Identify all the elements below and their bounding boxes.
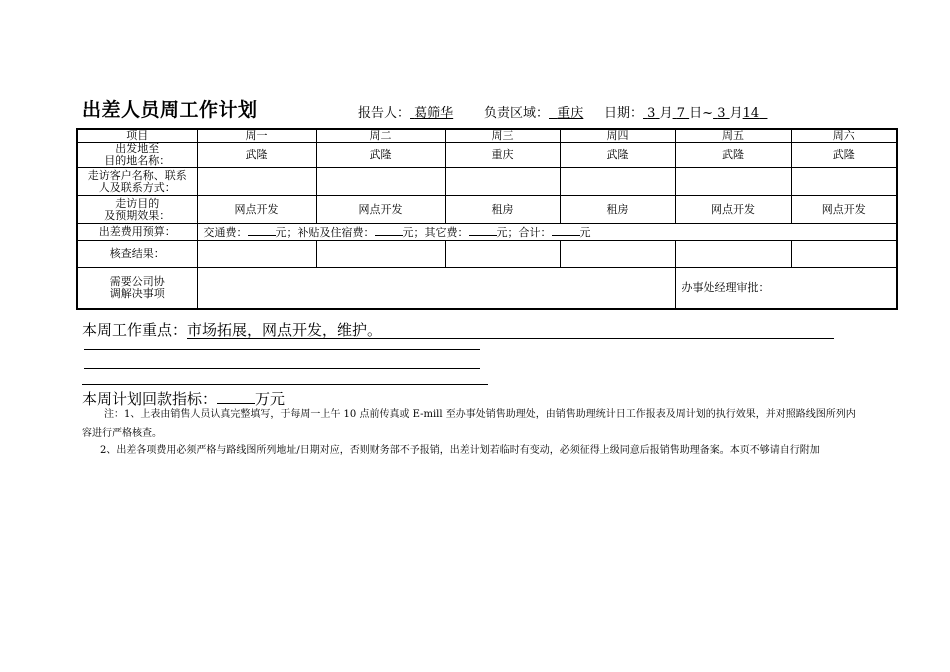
month-char-2: 月 xyxy=(729,106,743,121)
transport-input[interactable] xyxy=(248,225,276,236)
row-label-client: 走访客户名称、联系 人及联系方式： xyxy=(77,168,197,196)
date-field xyxy=(604,102,767,121)
focus-line-4[interactable] xyxy=(82,384,488,385)
date-start-day[interactable]: 7 xyxy=(676,106,686,121)
destination-sat[interactable]: 武隆 xyxy=(791,143,897,168)
date-end-month[interactable]: 3 xyxy=(717,106,726,121)
check-tue[interactable] xyxy=(316,241,445,268)
purpose-tue[interactable]: 网点开发 xyxy=(316,196,445,224)
row-label-issues: 需要公司协 调解决事项 xyxy=(77,268,197,309)
header-thu: 周四 xyxy=(560,129,675,143)
purpose-sat[interactable]: 网点开发 xyxy=(791,196,897,224)
note-2: 2、出差各项费用必须严格与路线图所列地址/日期对应，否则财务部不予报销，出差计划若临时有变动，必须征得上级同意后报销售助理备案。本页不够请自行附加 xyxy=(100,445,820,456)
table-header-row xyxy=(77,129,897,143)
client-fri[interactable] xyxy=(675,168,791,196)
day-tilde: 日~ xyxy=(689,106,714,121)
weekly-plan-table xyxy=(76,128,898,310)
table-row xyxy=(77,143,897,168)
check-fri[interactable] xyxy=(675,241,791,268)
destination-fri[interactable]: 武隆 xyxy=(675,143,791,168)
check-wed[interactable] xyxy=(445,241,560,268)
purpose-thu[interactable]: 租房 xyxy=(560,196,675,224)
region-value[interactable]: 重庆 xyxy=(557,106,584,121)
check-mon[interactable] xyxy=(197,241,316,268)
total-label: 元；合计： xyxy=(496,226,552,239)
other-label: 元；其它费： xyxy=(402,226,469,239)
date-label: 日期： xyxy=(604,106,644,121)
region-label: 负责区域： xyxy=(484,106,550,121)
row-label-budget: 出差费用预算： xyxy=(77,224,197,241)
reporter-value[interactable]: 葛筛华 xyxy=(414,106,454,121)
header-item: 项目 xyxy=(77,129,197,143)
reporter-label: 报告人： xyxy=(358,106,411,121)
destination-thu[interactable]: 武隆 xyxy=(560,143,675,168)
approval-cell[interactable]: 办事处经理审批： xyxy=(675,268,897,309)
client-mon[interactable] xyxy=(197,168,316,196)
destination-mon[interactable]: 武隆 xyxy=(197,143,316,168)
check-sat[interactable] xyxy=(791,241,897,268)
table-row xyxy=(77,241,897,268)
header-fri: 周五 xyxy=(675,129,791,143)
header-tue: 周二 xyxy=(316,129,445,143)
issues-input[interactable] xyxy=(197,268,675,309)
focus-line-2[interactable] xyxy=(84,349,480,350)
table-row xyxy=(77,268,897,309)
target-label: 本周计划回款指标： xyxy=(82,390,218,408)
table-row xyxy=(77,168,897,196)
client-wed[interactable] xyxy=(445,168,560,196)
client-tue[interactable] xyxy=(316,168,445,196)
transport-label: 交通费： xyxy=(203,226,248,239)
client-thu[interactable] xyxy=(560,168,675,196)
region-field xyxy=(484,102,601,121)
table-row xyxy=(77,224,897,241)
focus-line-3[interactable] xyxy=(84,368,480,369)
header-wed: 周三 xyxy=(445,129,560,143)
target-unit: 万元 xyxy=(255,390,286,408)
other-input[interactable] xyxy=(469,225,497,236)
header-mon: 周一 xyxy=(197,129,316,143)
destination-wed[interactable]: 重庆 xyxy=(445,143,560,168)
client-sat[interactable] xyxy=(791,168,897,196)
allowance-input[interactable] xyxy=(375,225,403,236)
focus-value[interactable]: 市场拓展，网点开发，维护。 xyxy=(187,322,834,339)
yuan-unit: 元 xyxy=(579,226,591,239)
note-1: 注：1、上表由销售人员认真完整填写，于每周一上午 10 点前传真或 E-mill 至办事处销售助理处，由销售助理统计日工作报表及周计划的执行效果，并对照路线图所列内容进行严格核查。 xyxy=(82,409,856,439)
focus-label: 本周工作重点： xyxy=(82,321,188,339)
date-end-day[interactable]: 14 xyxy=(742,106,760,121)
date-start-month[interactable]: 3 xyxy=(647,106,656,121)
weekly-focus xyxy=(82,319,834,340)
table-row xyxy=(77,196,897,224)
reporter-field xyxy=(358,102,474,121)
page-title: 出差人员周工作计划 xyxy=(82,99,258,121)
row-label-check: 核查结果： xyxy=(77,241,197,268)
month-char: 月 xyxy=(659,106,673,121)
purpose-fri[interactable]: 网点开发 xyxy=(675,196,791,224)
header-sat: 周六 xyxy=(791,129,897,143)
target-input[interactable] xyxy=(217,389,255,404)
destination-tue[interactable]: 武隆 xyxy=(316,143,445,168)
purpose-wed[interactable]: 租房 xyxy=(445,196,560,224)
check-thu[interactable] xyxy=(560,241,675,268)
allowance-label: 元；补贴及住宿费： xyxy=(275,226,375,239)
total-input[interactable] xyxy=(552,225,580,236)
row-label-purpose: 走访目的 及预期效果： xyxy=(77,196,197,224)
budget-cell xyxy=(197,224,897,241)
row-label-destination: 出发地至 目的地名称： xyxy=(77,143,197,168)
purpose-mon[interactable]: 网点开发 xyxy=(197,196,316,224)
